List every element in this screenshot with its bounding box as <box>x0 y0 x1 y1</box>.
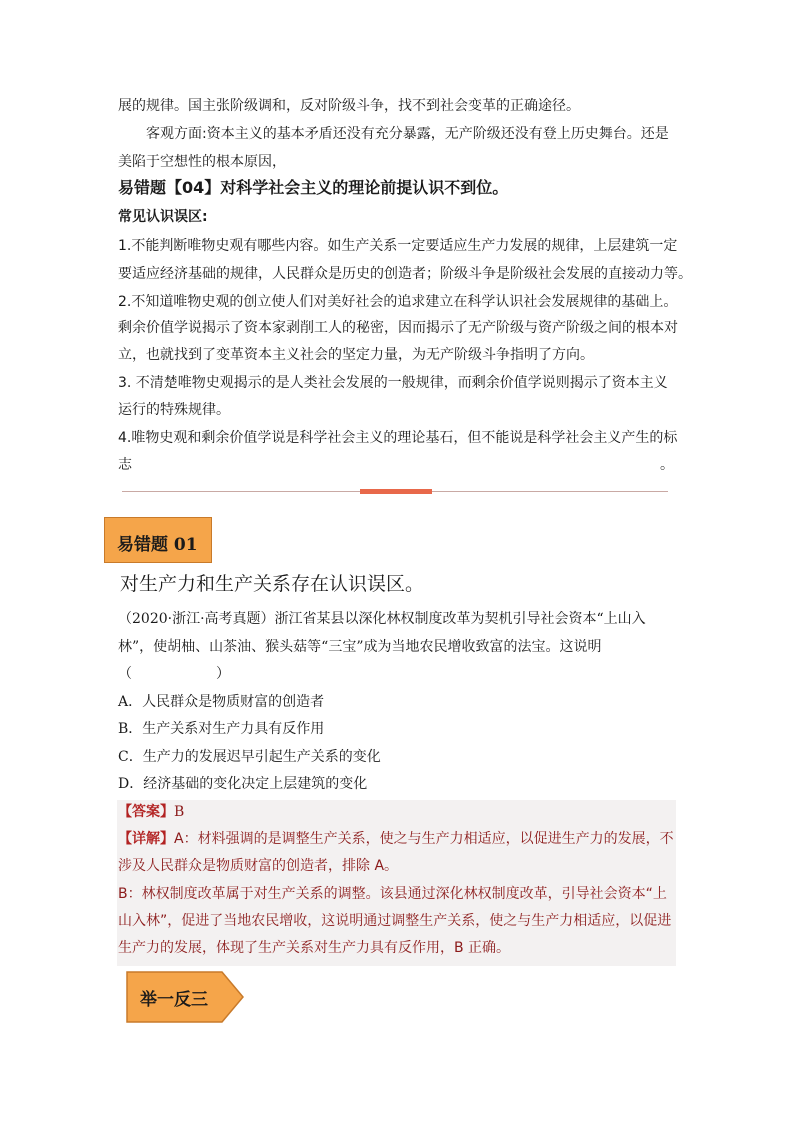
list-item: 4.唯物史观和剩余价值学说是科学社会主义的理论基石，但不能说是科学社会主义产生的标 <box>118 430 678 446</box>
answer-label: 【答案】 <box>118 804 174 820</box>
list-item: 要适应经济基础的规律，人民群众是历史的创造者；阶级斗争是阶级社会发展的直接动力等。 <box>118 266 692 282</box>
detail-text: A：材料强调的是调整生产关系，使之与生产力相适应，以促进生产力的发展，不 <box>174 831 674 847</box>
paragraph-line: 展的规律。国主张阶级调和，反对阶级斗争，找不到社会变革的正确途径。 <box>118 98 580 114</box>
answer-line <box>118 802 184 822</box>
tag-label: 易错题 01 <box>117 535 198 555</box>
answer-value: B <box>174 804 185 820</box>
divider-accent <box>360 489 432 494</box>
answer-blank: （ ） <box>118 666 230 682</box>
option-d: D．经济基础的变化决定上层建筑的变化 <box>118 776 368 792</box>
detail-text: B：林权制度改革属于对生产关系的调整。该县通过深化林权制度改革，引导社会资本“上 <box>118 886 667 902</box>
detail-text: 山入林”，促进了当地农民增收，这说明通过调整生产关系，使之与生产力相适应，以促进 <box>118 913 672 929</box>
question-title: 对生产力和生产关系存在认识误区。 <box>120 573 425 595</box>
option-b: B．生产关系对生产力具有反作用 <box>118 721 325 737</box>
detail-text: 生产力的发展，体现了生产关系对生产力具有反作用，B 正确。 <box>118 940 511 956</box>
paragraph-line: 美陷于空想性的根本原因， <box>118 154 286 170</box>
detail-text: 涉及人民群众是物质财富的创造者，排除 A。 <box>118 858 399 874</box>
error-question-tag <box>104 517 212 563</box>
list-item: 1.不能判断唯物史观有哪些内容。如生产关系一定要适应生产力发展的规律，上层建筑一定 <box>118 238 678 254</box>
subheading: 常见认识误区: <box>118 209 208 225</box>
list-item: 剩余价值学说揭示了资本家剥削工人的秘密，因而揭示了无产阶级与资产阶级之间的根本对 <box>118 320 678 336</box>
option-c: C．生产力的发展迟早引起生产关系的变化 <box>118 749 381 765</box>
list-item: 志 <box>118 457 132 473</box>
option-a: A．人民群众是物质财富的创造者 <box>118 694 325 710</box>
question-stem: 林”，使胡柚、山茶油、猴头菇等“三宝”成为当地农民增收致富的法宝。这说明 <box>118 639 602 655</box>
list-item: 2.不知道唯物史观的创立使人们对美好社会的追求建立在科学认识社会发展规律的基础上。 <box>118 294 678 310</box>
section-heading: 易错题【04】对科学社会主义的理论前提认识不到位。 <box>118 178 509 197</box>
detail-line <box>118 829 674 849</box>
list-item: 立，也就找到了变革资本主义社会的坚定力量，为无产阶级斗争指明了方向。 <box>118 347 594 363</box>
paragraph-line: 客观方面:资本主义的基本矛盾还没有充分暴露，无产阶级还没有登上历史舞台。还是 <box>146 126 669 142</box>
list-item: 运行的特殊规律。 <box>118 402 230 418</box>
trailing-period: 。 <box>660 457 674 473</box>
detail-label: 【详解】 <box>118 831 174 847</box>
question-stem: （2020·浙江·高考真题）浙江省某县以深化林权制度改革为契机引导社会资本“上山入 <box>118 611 646 627</box>
list-item: 3. 不清楚唯物史观揭示的是人类社会发展的一般规律，而剩余价值学说则揭示了资本主义 <box>118 375 668 391</box>
arrow-tag-label: 举一反三 <box>140 990 208 1010</box>
